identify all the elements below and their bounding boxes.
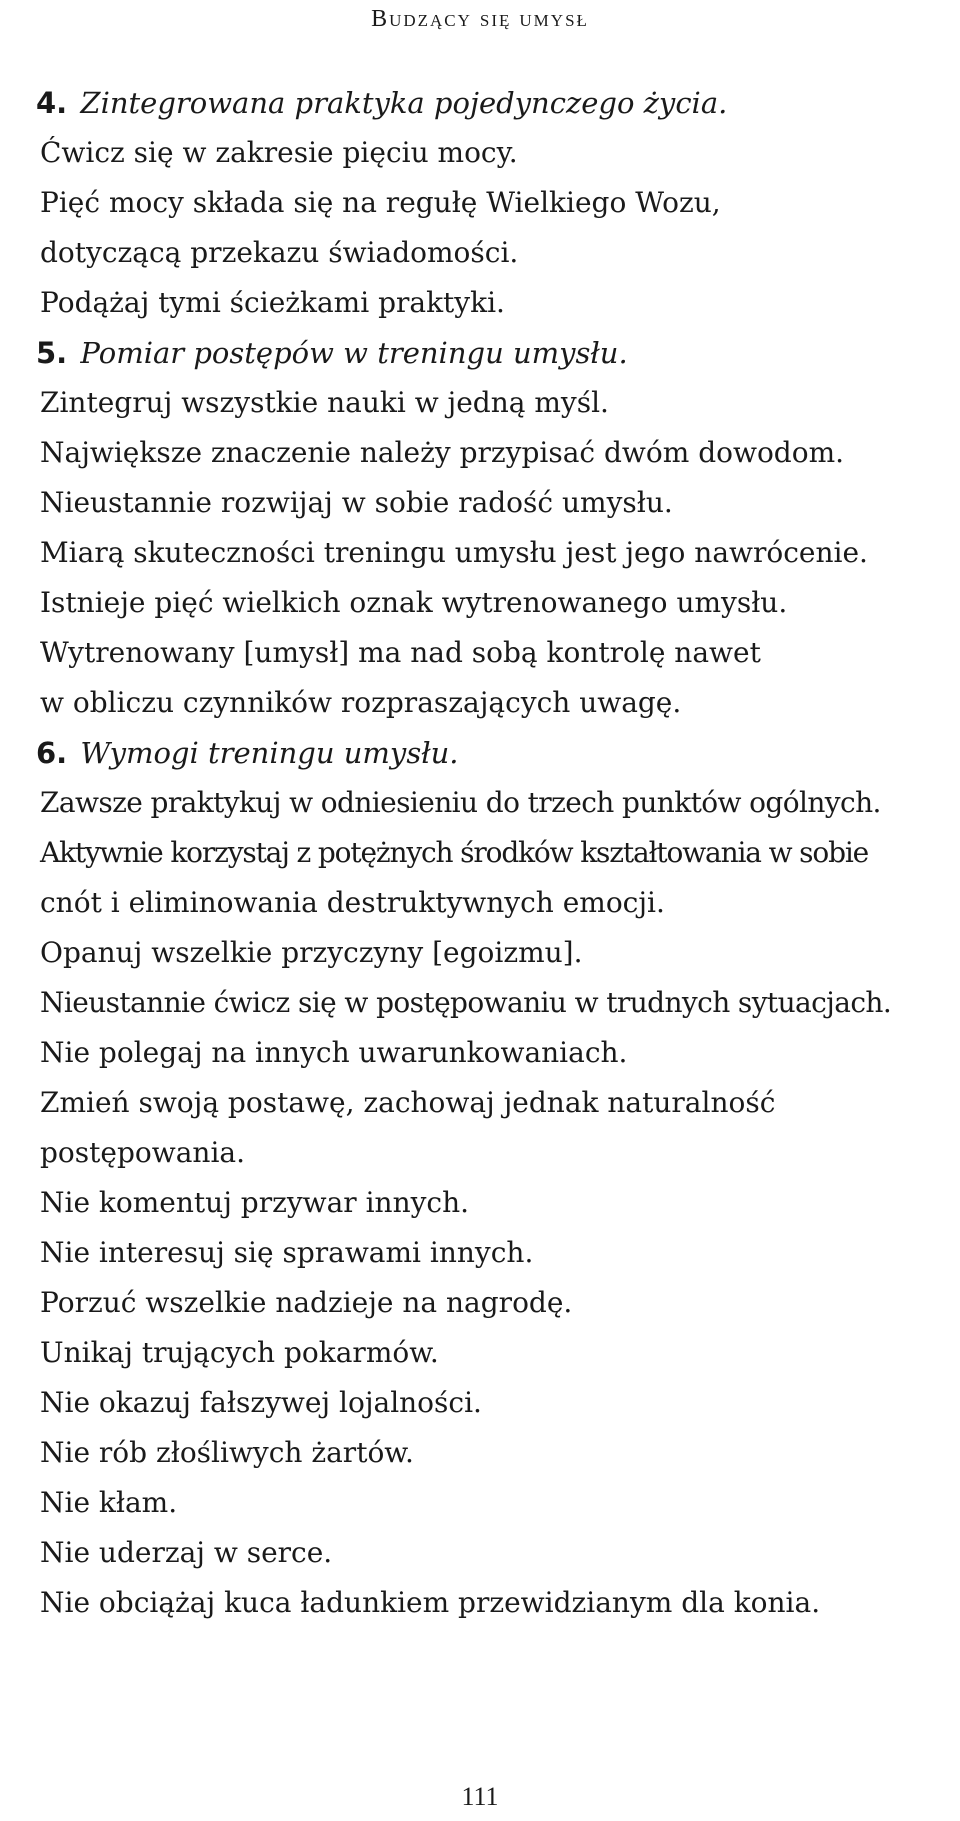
text-line: Nieustannie ćwicz się w postępowaniu w trudnych sytuacjach. (40, 986, 892, 1019)
section-heading (36, 78, 958, 128)
text-line: Porzuć wszelkie nadzieje na nagrodę. (40, 1286, 573, 1319)
text-line: Podążaj tymi ścieżkami praktyki. (40, 286, 505, 319)
text-line: postępowania. (40, 1136, 245, 1169)
section-title: Zintegrowana praktyka pojedynczego życia. (80, 86, 728, 120)
text-line: cnót i eliminowania destruktywnych emocji. (40, 886, 665, 919)
text-line: Wytrenowany [umysł] ma nad sobą kontrolę nawet (40, 636, 761, 669)
section-number: 6. (36, 736, 68, 770)
section-5 (36, 328, 958, 728)
text-line: Nie polegaj na innych uwarunkowaniach. (40, 1036, 628, 1069)
text-line: Zintegruj wszystkie nauki w jedną myśl. (40, 386, 609, 419)
text-line: Nie rób złośliwych żartów. (40, 1436, 414, 1469)
section-number: 4. (36, 86, 68, 120)
text-line: Największe znaczenie należy przypisać dwóm dowodom. (40, 436, 845, 469)
text-line: Opanuj wszelkie przyczyny [egoizmu]. (40, 936, 583, 969)
text-line: Miarą skuteczności treningu umysłu jest jego nawrócenie. (40, 536, 868, 569)
text-line: Istnieje pięć wielkich oznak wytrenowanego umysłu. (40, 586, 788, 619)
text-line: Nie obciążaj kuca ładunkiem przewidzianym dla konia. (40, 1586, 821, 1619)
section-4 (36, 78, 958, 328)
text-line: Nie komentuj przywar innych. (40, 1186, 470, 1219)
text-line: Aktywnie korzystaj z potężnych środków kształtowania w sobie (40, 836, 869, 869)
text-line: Unikaj trujących pokarmów. (40, 1336, 439, 1369)
section-6 (36, 728, 958, 1628)
section-heading (36, 328, 958, 378)
page-number: 111 (461, 1782, 499, 1811)
section-number: 5. (36, 336, 68, 370)
section-heading (36, 728, 958, 778)
text-line: Nie interesuj się sprawami innych. (40, 1236, 534, 1269)
text-line: Nieustannie rozwijaj w sobie radość umysłu. (40, 486, 673, 519)
text-line: dotyczącą przekazu świadomości. (40, 236, 519, 269)
text-line: Nie kłam. (40, 1486, 178, 1519)
text-line: Ćwicz się w zakresie pięciu mocy. (40, 136, 518, 169)
section-title: Wymogi treningu umysłu. (80, 736, 459, 770)
section-title: Pomiar postępów w treningu umysłu. (80, 336, 628, 370)
text-line: Zawsze praktykuj w odniesieniu do trzech punktów ogólnych. (40, 786, 881, 819)
text-line: Zmień swoją postawę, zachowaj jednak naturalność (40, 1086, 776, 1119)
running-head: Budzący się umysł (371, 6, 589, 32)
text-line: Nie uderzaj w serce. (40, 1536, 333, 1569)
text-line: Nie okazuj fałszywej lojalności. (40, 1386, 482, 1419)
text-line: Pięć mocy składa się na regułę Wielkiego Wozu, (40, 186, 721, 219)
text-line: w obliczu czynników rozpraszających uwagę. (40, 686, 682, 719)
page-body (36, 78, 958, 1628)
